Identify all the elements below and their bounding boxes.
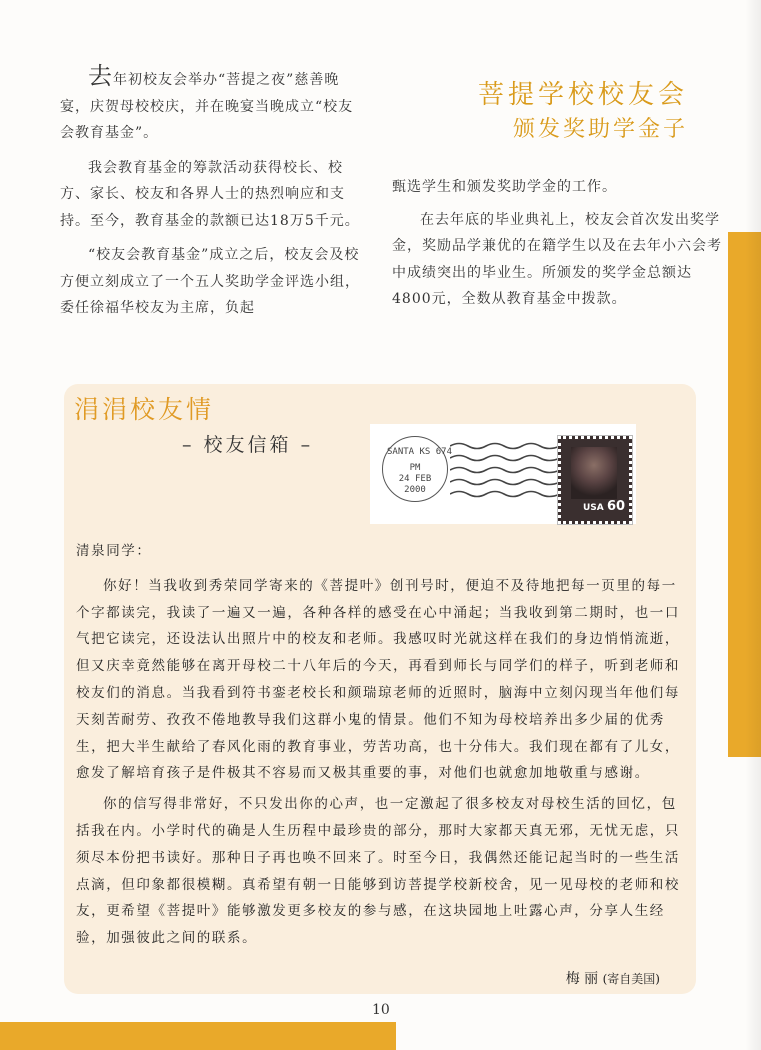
postmark [382,436,453,502]
article-paragraph-1 [60,62,366,147]
article-title: 菩提学校校友会 [477,80,688,110]
postmark-year: 2000 [404,485,426,495]
signature-note: (寄自美国) [602,972,660,986]
letter-paragraph-1: 你好！当我收到秀荣同学寄来的《菩提叶》创刊号时，便迫不及待地把每一页里的每一个字都读完，我读了一遍又一遍，各种各样的感受在心中涌起；当我收到第二期时，也一口气把它读完，还设法认出照片中的校友和老师。我感叹时光就这样在我们的身边悄悄流逝，但又庆幸竟然能够在离开母校二十八年后的今天，再看到师长与同学们的样子，听到老师和校友们的消息。当我看到符书銮老校长和颜瑞琼老师的近照时，脑海中立刻闪现当年他们每天刻苦耐劳、孜孜不倦地教导我们这群小鬼的情景。他们不知为母校培养出多少届的优秀生，把大半生献给了春风化雨的教育事业，劳苦功高，也十分伟大。我们现在都有了儿女，愈发了解培育孩子是件极其不容易而又极其重要的事，对他们也就愈加地敬重与感谢。 [76,577,680,782]
article-paragraph-4: 在去年底的毕业典礼上，校友会首次发出奖学金，奖励品学兼优的在籍学生以及在去年小六会考中成绩突出的毕业生。所颁发的奖学金总额达4800元，全数从教育基金中拨款。 [392,211,722,307]
article-subtitle: 颁发奖助学金子 [512,117,688,142]
letter-signature [566,968,660,988]
stamp-portrait-image [571,447,617,499]
article-paragraph-3-continued: 甄选学生和颁发奖助学金的工作。 [392,179,617,195]
article-heading [392,66,722,142]
article-paragraph-1-text: 年初校友会举办“菩提之夜”慈善晚宴，庆贺母校校庆，并在晚宴当晚成立“校友会教育基金”。 [60,72,354,141]
page-fold-shadow [745,0,761,1050]
postmark-date: 24 FEB [398,474,432,484]
letter-body [76,538,684,952]
letter-salutation: 清泉同学： [76,543,152,559]
stamp-value: 60 [607,499,626,514]
postmark-text: SANTA KS 674 [387,447,453,457]
letter-paragraph-2: 你的信写得非常好，不只发出你的心声，也一定激起了很多校友对母校生活的回忆，包括我在内。小学时代的确是人生历程中最珍贵的部分，那时大家都天真无邪，无忧无虑，只须尽本份把书读好。那种日子再也唤不回来了。时至今日，我偶然还能记起当时的一些生活点滴，但印象都很模糊。真希望有朝一日能够到访菩提学校新校舍，见一见母校的老师和校友，更希望《菩提叶》能够激发更多校友的参与感，在这块园地上吐露心声，分享人生经验，加强彼此之间的联系。 [76,796,680,947]
letter-section-title: 涓涓校友情 [74,395,215,424]
postage-stamp [558,436,632,524]
cancellation-lines-icon [450,438,560,508]
article-right-column [392,174,722,313]
envelope-image [370,424,636,524]
letter-section-subtitle: – 校友信箱 – [182,434,314,456]
article-paragraph-2: 我会教育基金的筹款活动获得校长、校方、家长、校友和各界人士的热烈响应和支持。至今，教育基金的款额已达18万5千元。 [60,159,360,229]
decorative-bottom-bar [0,1022,396,1050]
page-number: 10 [372,1002,390,1018]
article-paragraph-3: “校友会教育基金”成立之后，校友会及校方便立刻成立了一个五人奖助学金评选小组，委任徐福华校友为主席，负起 [60,247,360,316]
drop-cap: 去 [88,62,113,90]
article-left-column [60,62,366,322]
postmark-time: PM [409,463,421,473]
signature-name: 梅 丽 [565,971,599,987]
stamp-country: USA [583,503,604,513]
letter-section [64,384,696,994]
